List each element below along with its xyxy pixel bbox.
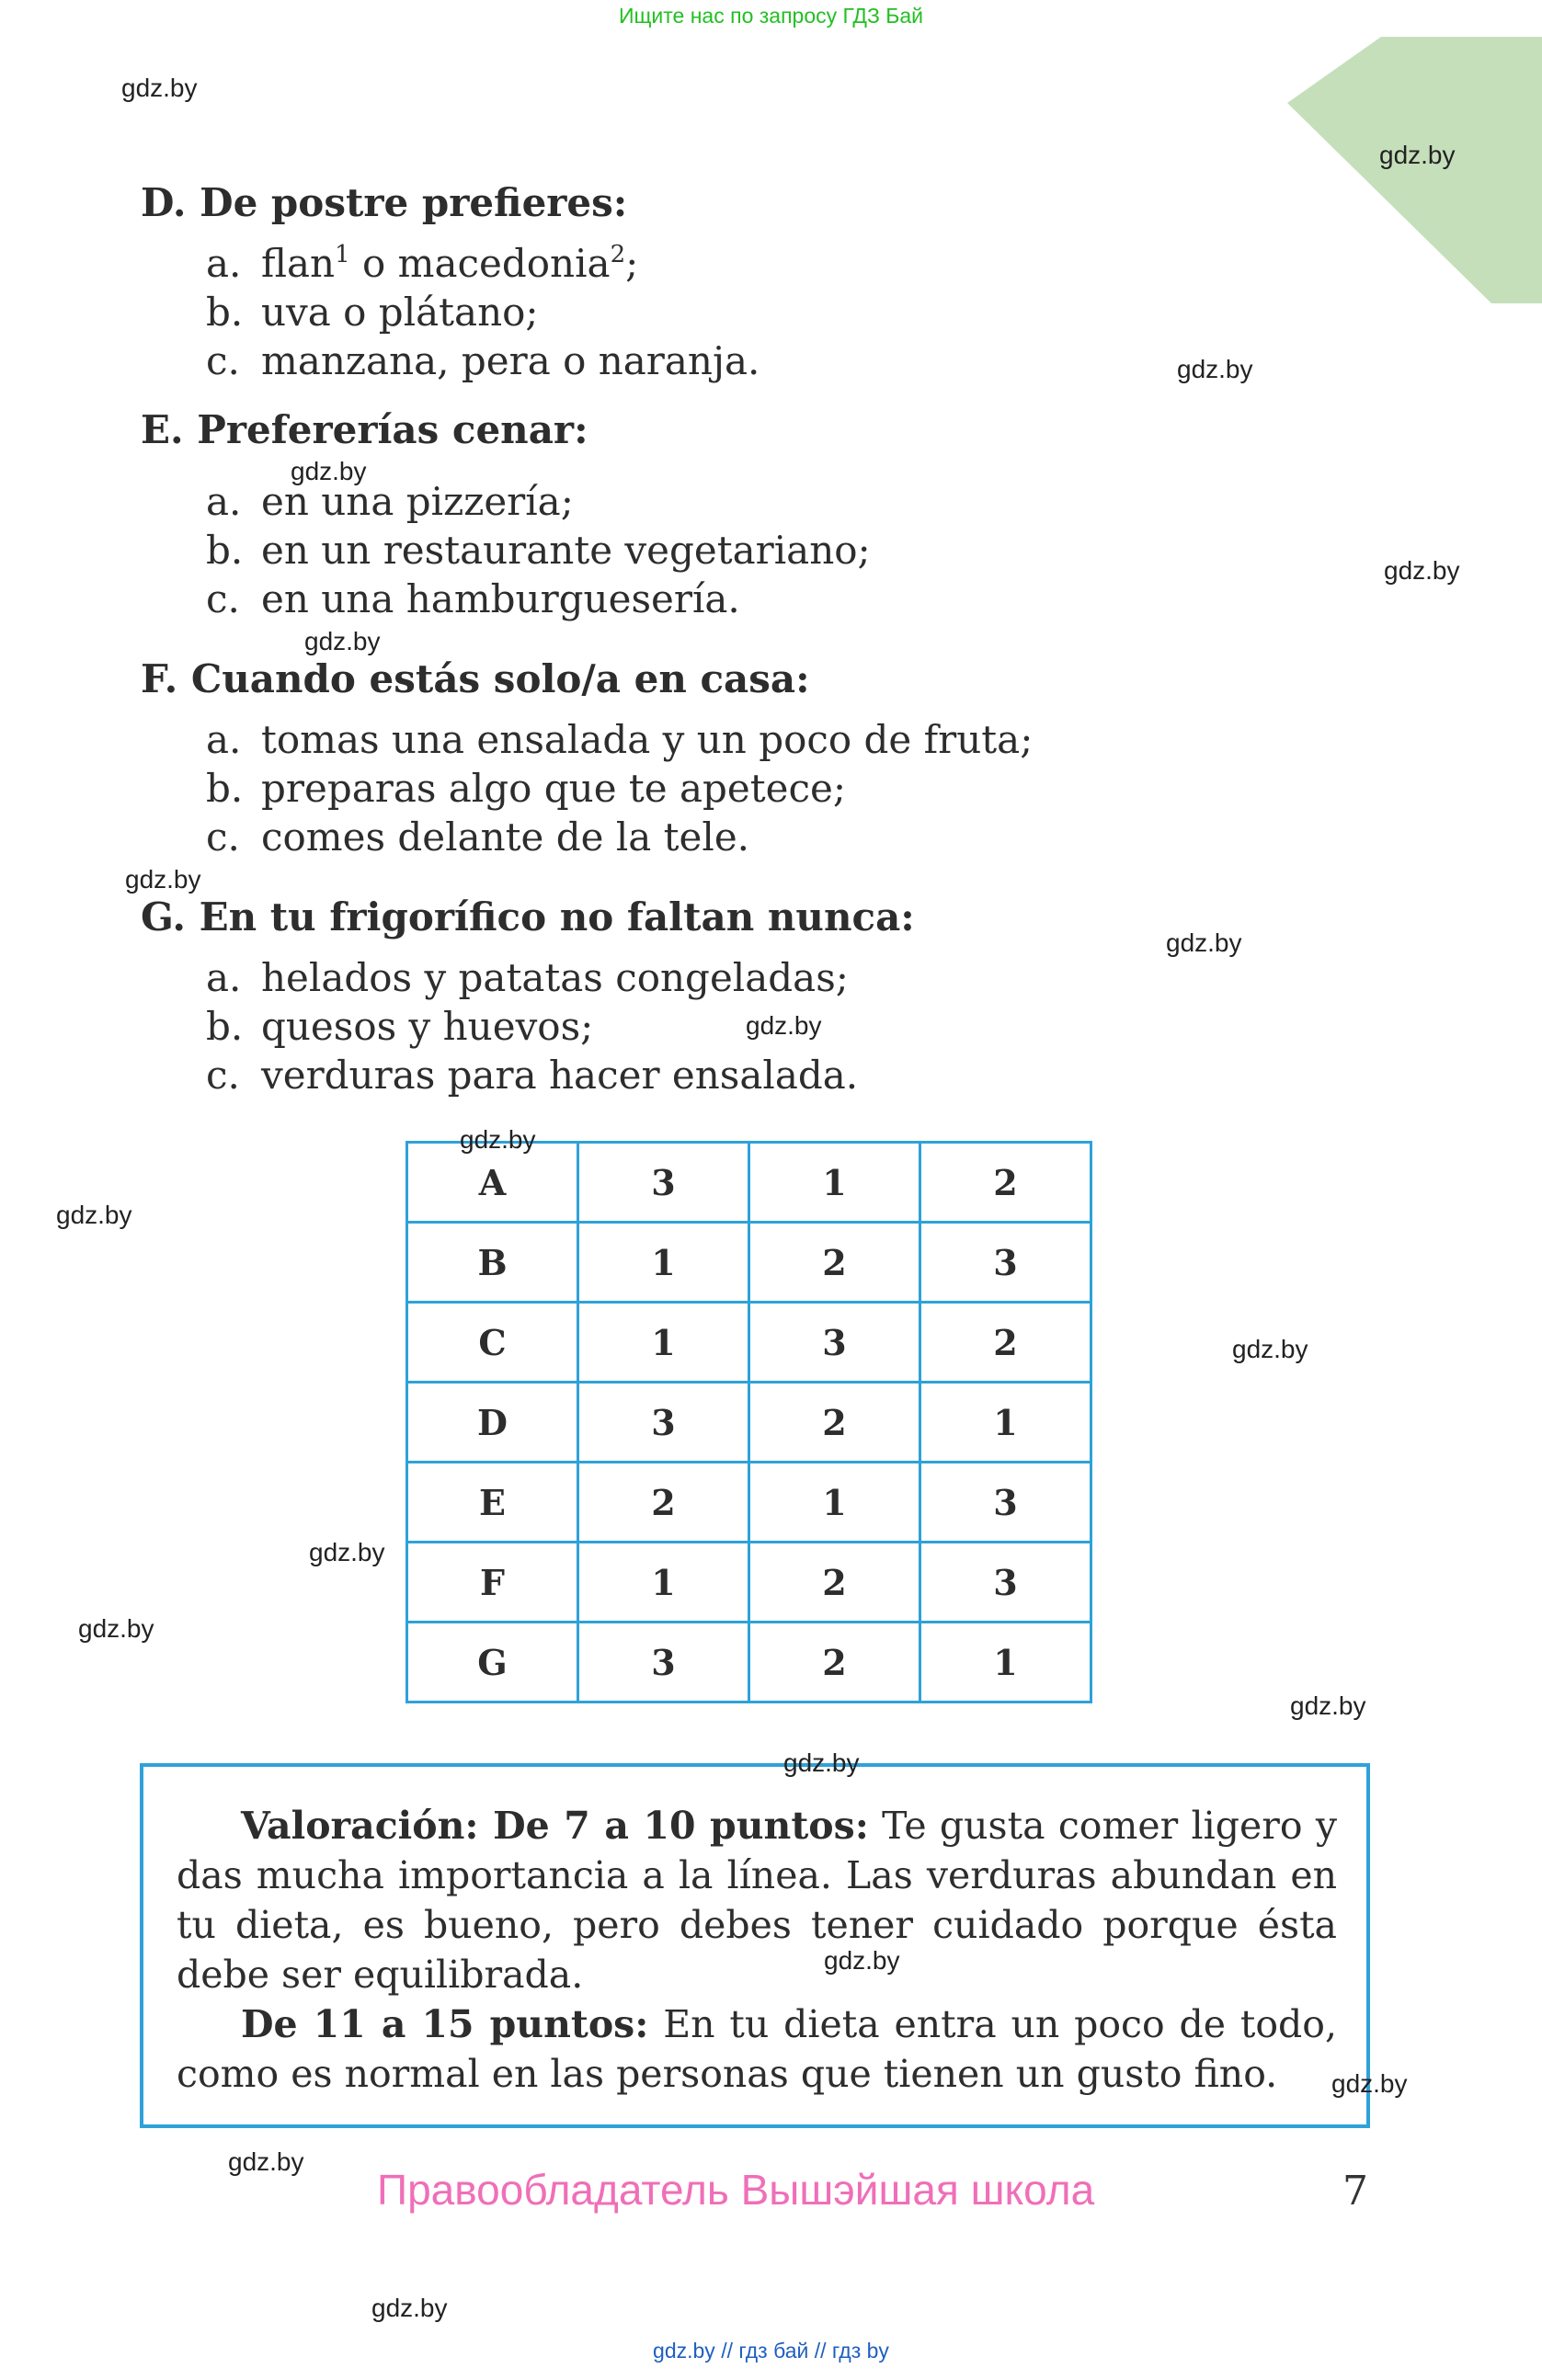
- valoracion-line-6: como es normal en las personas que tienen un gusto fino.: [177, 2052, 1278, 2096]
- table-cell: E: [407, 1463, 578, 1543]
- table-cell: 2: [749, 1223, 920, 1303]
- watermark: gdz.by: [1331, 2069, 1408, 2098]
- valoracion-line-2: das mucha importancia a la línea. Las verduras abundan en: [177, 1853, 1337, 1897]
- table-cell: 3: [749, 1303, 920, 1383]
- question-g-option-a: a. helados y patatas congeladas;: [206, 955, 849, 1000]
- table-cell: 3: [578, 1143, 749, 1223]
- watermark: gdz.by: [228, 2147, 304, 2176]
- table-row: [407, 1223, 1091, 1303]
- table-row: [407, 1623, 1091, 1702]
- table-cell: 1: [920, 1623, 1091, 1702]
- question-d-option-b: b. uva o plátano;: [206, 290, 539, 335]
- table-cell: 2: [578, 1463, 749, 1543]
- table-cell: 2: [749, 1543, 920, 1623]
- copyright-holder: Правообладатель Вышэйшая школа: [377, 2166, 1095, 2214]
- watermark: gdz.by: [121, 74, 198, 102]
- table-cell: 2: [920, 1303, 1091, 1383]
- question-d-title: D. De postre prefieres:: [141, 180, 628, 225]
- question-e-title: E. Prefererías cenar:: [141, 407, 588, 452]
- watermark: gdz.by: [1232, 1335, 1308, 1363]
- watermark: gdz.by: [291, 457, 367, 485]
- table-cell: 1: [920, 1383, 1091, 1463]
- watermark: gdz.by: [1290, 1691, 1366, 1720]
- watermark: gdz.by: [460, 1125, 536, 1154]
- bottom-links[interactable]: gdz.by // гдз бай // гдз by: [653, 2339, 889, 2363]
- watermark: gdz.by: [783, 1748, 860, 1777]
- question-f-option-c: c. comes delante de la tele.: [206, 814, 750, 860]
- table-cell: 3: [578, 1623, 749, 1702]
- table-cell: 1: [749, 1463, 920, 1543]
- table-cell: F: [407, 1543, 578, 1623]
- table-row: [407, 1463, 1091, 1543]
- question-e-option-a: a. en una pizzería;: [206, 479, 574, 524]
- watermark: gdz.by: [1379, 141, 1456, 169]
- score-table: [405, 1141, 1092, 1703]
- table-cell: A: [407, 1143, 578, 1223]
- page-number: 7: [1342, 2168, 1368, 2215]
- watermark: gdz.by: [371, 2294, 448, 2322]
- table-cell: G: [407, 1623, 578, 1702]
- table-row: [407, 1383, 1091, 1463]
- table-cell: 1: [578, 1223, 749, 1303]
- watermark: gdz.by: [746, 1011, 822, 1040]
- table-cell: D: [407, 1383, 578, 1463]
- question-g-option-c: c. verduras para hacer ensalada.: [206, 1053, 859, 1098]
- table-cell: 3: [920, 1543, 1091, 1623]
- table-cell: B: [407, 1223, 578, 1303]
- corner-decoration: [1287, 37, 1542, 303]
- table-row: [407, 1543, 1091, 1623]
- watermark: gdz.by: [1177, 355, 1253, 383]
- watermark: gdz.by: [78, 1614, 154, 1643]
- table-cell: 3: [920, 1223, 1091, 1303]
- valoracion-line-4: debe ser equilibrada.: [177, 1953, 584, 1997]
- question-g-title: G. En tu frigorífico no faltan nunca:: [141, 894, 915, 939]
- watermark: gdz.by: [1166, 928, 1242, 957]
- watermark: gdz.by: [1384, 556, 1460, 585]
- table-cell: 3: [920, 1463, 1091, 1543]
- table-cell: 2: [749, 1623, 920, 1702]
- question-e-option-c: c. en una hamburguesería.: [206, 576, 740, 621]
- valoracion-line-1: Valoración: De 7 a 10 puntos: Te gusta comer ligero y: [241, 1804, 1337, 1848]
- table-cell: 3: [578, 1383, 749, 1463]
- watermark: gdz.by: [125, 865, 201, 894]
- question-g-option-b: b. quesos y huevos;: [206, 1004, 594, 1049]
- table-cell: 1: [578, 1543, 749, 1623]
- watermark: gdz.by: [824, 1946, 900, 1975]
- question-d-option-a: a. flan$^1$ o macedonia$^2$;: [206, 241, 639, 286]
- table-cell: C: [407, 1303, 578, 1383]
- watermark: gdz.by: [309, 1538, 385, 1566]
- question-f-option-a: a. tomas una ensalada y un poco de fruta;: [206, 717, 1034, 762]
- table-cell: 2: [920, 1143, 1091, 1223]
- question-f-title: F. Cuando estás solo/a en casa:: [141, 656, 810, 701]
- question-e-option-b: b. en un restaurante vegetariano;: [206, 528, 871, 573]
- watermark: gdz.by: [56, 1201, 132, 1229]
- table-row: [407, 1303, 1091, 1383]
- top-search-banner: Ищите нас по запросу ГДЗ Бай: [618, 4, 924, 28]
- question-f-option-b: b. preparas algo que te apetece;: [206, 766, 847, 811]
- table-cell: 1: [749, 1143, 920, 1223]
- watermark: gdz.by: [304, 627, 381, 655]
- valoracion-line-5: De 11 a 15 puntos: En tu dieta entra un poco de todo,: [241, 2002, 1337, 2046]
- table-cell: 1: [578, 1303, 749, 1383]
- question-d-option-c: c. manzana, pera o naranja.: [206, 338, 760, 383]
- valoracion-line-3: tu dieta, es bueno, pero debes tener cuidado porque ésta: [177, 1903, 1337, 1947]
- table-cell: 2: [749, 1383, 920, 1463]
